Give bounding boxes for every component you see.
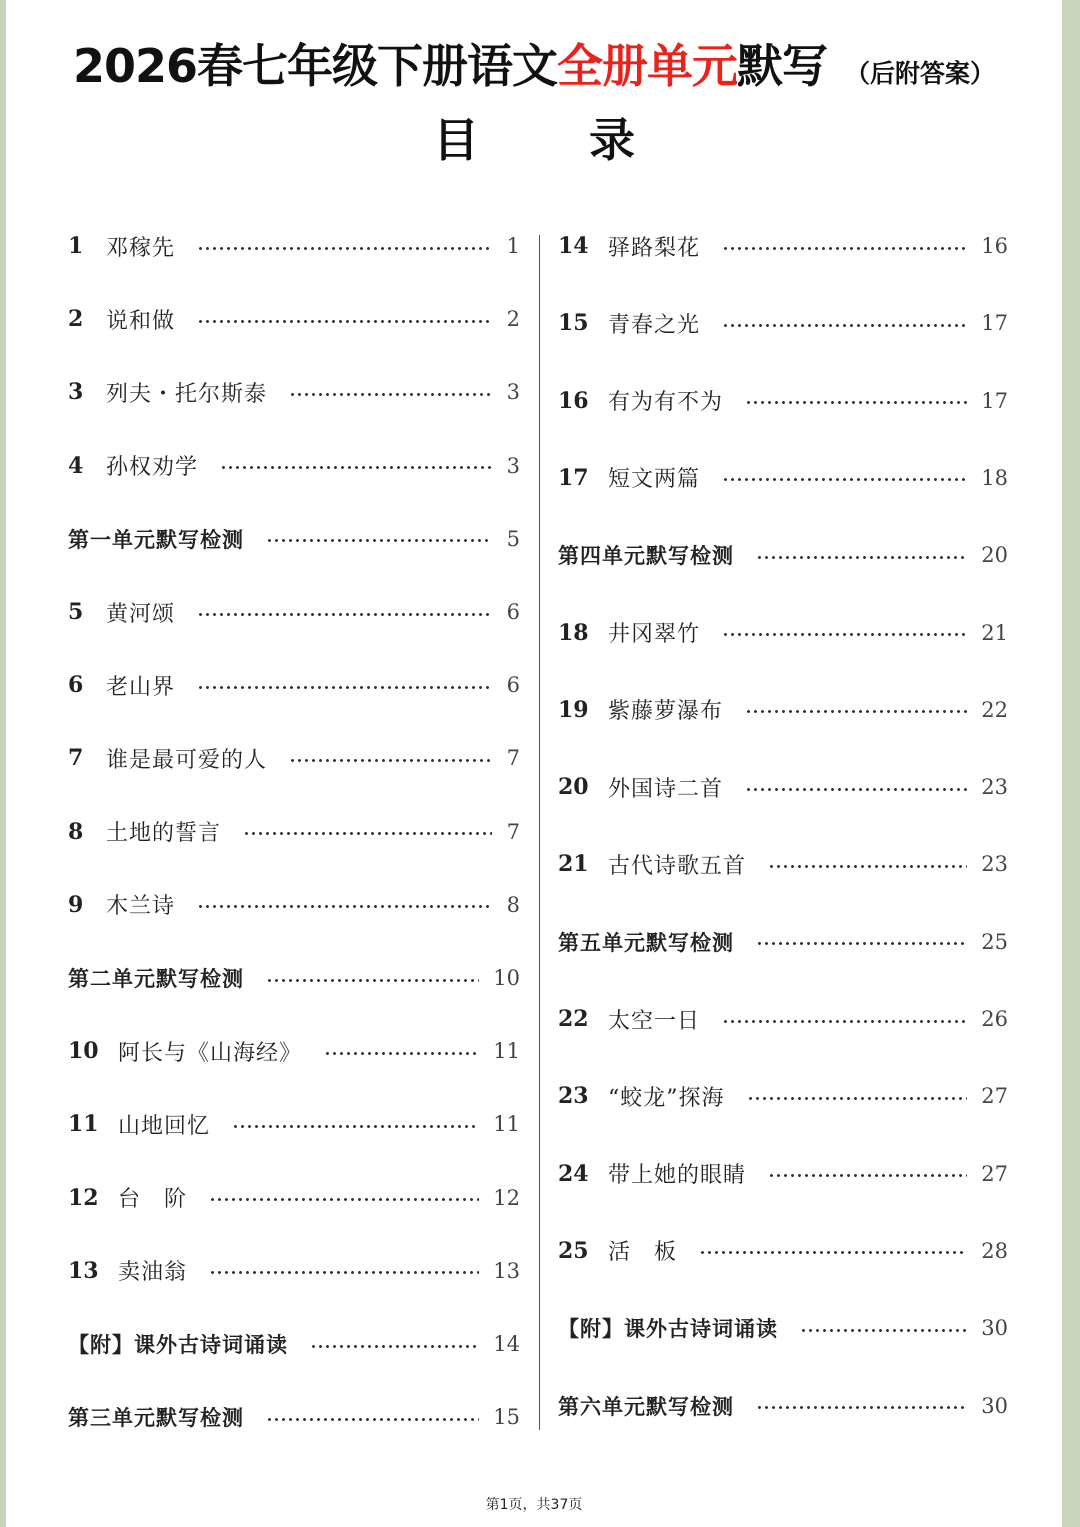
column-divider [539, 235, 540, 1430]
toc-entry[interactable] [68, 1106, 520, 1142]
toc-entry-number: 17 [558, 464, 589, 491]
dot-leader [745, 788, 967, 791]
toc-entry-title: 第一单元默写检测 [68, 527, 244, 552]
toc-entry-title: 列夫・托尔斯泰 [106, 381, 268, 407]
dot-leader [197, 905, 492, 908]
title-main: 2026春七年级下册语文 [72, 39, 557, 93]
dot-leader [197, 320, 492, 323]
toc-entry-page: 27 [981, 1084, 1008, 1109]
toc-entry[interactable] [68, 1253, 520, 1289]
toc-entry-number: 14 [558, 233, 589, 259]
toc-entry[interactable] [68, 814, 520, 850]
toc-entry[interactable] [68, 960, 520, 996]
toc-entry-number: 24 [558, 1160, 589, 1187]
toc-entry[interactable] [558, 1156, 1008, 1192]
toc-entry[interactable] [68, 301, 520, 337]
toc-entry[interactable] [68, 374, 520, 410]
page-footer: 第1页，共37页 [485, 1497, 583, 1513]
document-title [6, 30, 1062, 96]
dot-leader [209, 1271, 479, 1274]
toc-entry-number: 8 [68, 818, 84, 845]
toc-entry-number: 11 [68, 1111, 99, 1138]
toc-entry-title: 台 阶 [118, 1187, 188, 1213]
toc-entry-number: 1 [68, 233, 84, 259]
toc-entry-page: 20 [981, 543, 1008, 568]
dot-leader [745, 401, 967, 404]
toc-entry-number: 3 [68, 379, 84, 406]
toc-entry[interactable] [68, 521, 520, 557]
toc-entry-page: 28 [981, 1238, 1008, 1263]
dot-leader [756, 942, 967, 945]
toc-heading [6, 104, 1062, 170]
toc-entry[interactable] [68, 887, 520, 923]
toc-entry-page: 17 [981, 311, 1008, 336]
toc-entry-page: 18 [981, 465, 1008, 490]
toc-entry[interactable] [558, 537, 1008, 573]
toc-entry-page: 26 [981, 1007, 1008, 1031]
toc-entry-page: 6 [506, 600, 520, 624]
dot-leader [768, 1174, 967, 1177]
toc-entry-page: 7 [506, 819, 520, 844]
toc-entry-page: 8 [506, 892, 520, 917]
toc-entry-page: 10 [493, 966, 520, 990]
toc-entry-title: 【附】课外古诗词诵读 [558, 1317, 778, 1342]
toc-entry-number: 21 [558, 851, 589, 878]
toc-entry-title: 太空一日 [608, 1008, 701, 1034]
toc-entry-number: 16 [558, 387, 589, 414]
toc-entry[interactable] [558, 1388, 1008, 1424]
toc-entry-title: 第五单元默写检测 [558, 930, 734, 955]
toc-entry-page: 21 [981, 620, 1008, 645]
toc-entry-title: 古代诗歌五首 [608, 853, 747, 879]
toc-entry-title: 第四单元默写检测 [558, 544, 734, 569]
toc-entry-number: 15 [558, 310, 589, 337]
toc-entry-page: 6 [506, 673, 520, 698]
toc-entry-title: 井冈翠竹 [608, 622, 701, 647]
document-page [6, 0, 1062, 1527]
toc-entry-page: 16 [981, 234, 1008, 258]
toc-entry[interactable] [68, 1180, 520, 1216]
toc-heading-char-1: 目 [433, 113, 479, 167]
toc-entry-title: 卖油翁 [118, 1260, 188, 1286]
toc-entry-title: 第二单元默写检测 [68, 967, 244, 991]
dot-leader [310, 1345, 479, 1348]
toc-entry-title: 驿路梨花 [608, 235, 701, 261]
toc-entry-title: 黄河颂 [106, 601, 176, 627]
toc-entry[interactable] [558, 924, 1008, 960]
toc-entry[interactable] [558, 1078, 1008, 1114]
toc-entry-page: 3 [506, 453, 520, 478]
dot-leader [220, 466, 492, 469]
toc-entry[interactable] [558, 460, 1008, 496]
dot-leader [197, 247, 492, 250]
toc-entry-title: 活 板 [608, 1240, 678, 1266]
dot-leader [722, 1020, 967, 1023]
dot-leader [266, 539, 492, 542]
toc-entry-page: 17 [981, 388, 1008, 413]
toc-entry-title: 谁是最可爱的人 [106, 747, 268, 773]
toc-entry-page: 30 [981, 1393, 1008, 1418]
toc-entry-page: 11 [493, 1112, 520, 1137]
toc-entry-page: 1 [506, 234, 520, 258]
toc-entry-page: 13 [493, 1258, 520, 1283]
toc-entry-number: 20 [558, 774, 589, 801]
toc-entry-number: 10 [68, 1038, 99, 1065]
title-highlight: 全册单元 [557, 39, 737, 93]
toc-heading-char-2: 录 [589, 113, 635, 167]
dot-leader [289, 759, 492, 762]
dot-leader [266, 1418, 479, 1421]
toc-entry-title: 青春之光 [608, 312, 701, 338]
toc-entry-title: 老山界 [106, 674, 176, 700]
toc-entry-title: 说和做 [106, 308, 176, 334]
dot-leader [745, 710, 967, 713]
toc-entry-page: 23 [981, 852, 1008, 877]
dot-leader [756, 556, 967, 559]
toc-entry-page: 22 [981, 697, 1008, 722]
toc-entry-title: “蛟龙”探海 [608, 1085, 725, 1111]
dot-leader [197, 686, 492, 689]
toc-entry[interactable] [558, 305, 1008, 341]
toc-entry-title: 紫藤萝瀑布 [608, 699, 724, 725]
toc-entry-page: 11 [493, 1039, 520, 1064]
toc-entry-title: 短文两篇 [608, 467, 701, 493]
dot-leader [699, 1251, 967, 1254]
toc-entry-number: 2 [68, 306, 84, 333]
dot-leader [197, 613, 492, 616]
dot-leader [209, 1198, 479, 1201]
toc-entry-number: 4 [68, 452, 84, 479]
toc-entry-title: 土地的誓言 [106, 821, 222, 847]
toc-entry-page: 30 [981, 1316, 1008, 1341]
toc-entry-title: 邓稼先 [106, 235, 176, 261]
toc-entry[interactable] [68, 594, 520, 630]
toc-entry-page: 25 [981, 929, 1008, 954]
toc-entry-number: 5 [68, 599, 84, 625]
toc-entry[interactable] [558, 615, 1008, 651]
toc-entry[interactable] [558, 1310, 1008, 1346]
toc-entry-number: 22 [558, 1006, 589, 1032]
dot-leader [800, 1329, 967, 1332]
toc-entry[interactable] [558, 769, 1008, 805]
toc-entry-number: 19 [558, 696, 589, 723]
dot-leader [747, 1097, 968, 1100]
toc-entry[interactable] [558, 383, 1008, 419]
toc-entry[interactable] [68, 228, 520, 264]
toc-entry-page: 23 [981, 775, 1008, 800]
toc-entry-page: 15 [493, 1405, 520, 1430]
toc-entry-title: 带上她的眼睛 [608, 1163, 747, 1189]
toc-entry[interactable] [68, 448, 520, 484]
toc-entry-title: 孙权劝学 [106, 455, 199, 481]
toc-entry-title: 有为有不为 [608, 390, 724, 416]
toc-entry-title: 外国诗二首 [608, 776, 724, 802]
toc-entry[interactable] [68, 1033, 520, 1069]
toc-entry-number: 9 [68, 891, 84, 918]
toc-entry-number: 7 [68, 745, 84, 772]
dot-leader [722, 478, 967, 481]
dot-leader [768, 865, 967, 868]
dot-leader [756, 1406, 967, 1409]
dot-leader [722, 247, 967, 250]
toc-entry-title: 【附】课外古诗词诵读 [68, 1333, 288, 1357]
dot-leader [722, 324, 967, 327]
title-suffix: 默写 [737, 39, 827, 93]
toc-entry-page: 3 [506, 380, 520, 405]
dot-leader [243, 832, 492, 835]
toc-entry-number: 25 [558, 1237, 589, 1264]
dot-leader [722, 633, 967, 636]
toc-entry[interactable] [68, 1326, 520, 1362]
toc-entry-page: 12 [493, 1185, 520, 1210]
toc-entry-title: 木兰诗 [106, 894, 176, 920]
toc-entry-title: 第三单元默写检测 [68, 1406, 244, 1431]
toc-entry-number: 13 [68, 1257, 99, 1284]
toc-entry-number: 12 [68, 1184, 99, 1211]
toc-entry-page: 14 [493, 1332, 520, 1356]
toc-entry-number: 6 [68, 672, 84, 699]
toc-entry-title: 山地回忆 [118, 1113, 211, 1139]
toc-entry[interactable] [68, 740, 520, 776]
toc-entry-page: 7 [506, 746, 520, 771]
toc-entry[interactable] [558, 846, 1008, 882]
title-note: （后附答案） [845, 59, 996, 88]
toc-entry-number: 18 [558, 619, 589, 646]
toc-entry-page: 27 [981, 1161, 1008, 1186]
toc-entry-number: 23 [558, 1083, 589, 1110]
toc-entry[interactable] [558, 228, 1008, 264]
toc-entry[interactable] [558, 1001, 1008, 1037]
dot-leader [266, 979, 479, 982]
toc-entry[interactable] [558, 1233, 1008, 1269]
dot-leader [289, 393, 492, 396]
toc-entry[interactable] [558, 692, 1008, 728]
toc-entry[interactable] [68, 1399, 520, 1435]
toc-entry-title: 阿长与《山海经》 [118, 1040, 303, 1066]
toc-entry-title: 第六单元默写检测 [558, 1394, 734, 1419]
toc-entry-page: 2 [506, 307, 520, 332]
dot-leader [324, 1052, 479, 1055]
toc-entry-page: 5 [506, 526, 520, 551]
toc-entry[interactable] [68, 667, 520, 703]
dot-leader [232, 1125, 479, 1128]
